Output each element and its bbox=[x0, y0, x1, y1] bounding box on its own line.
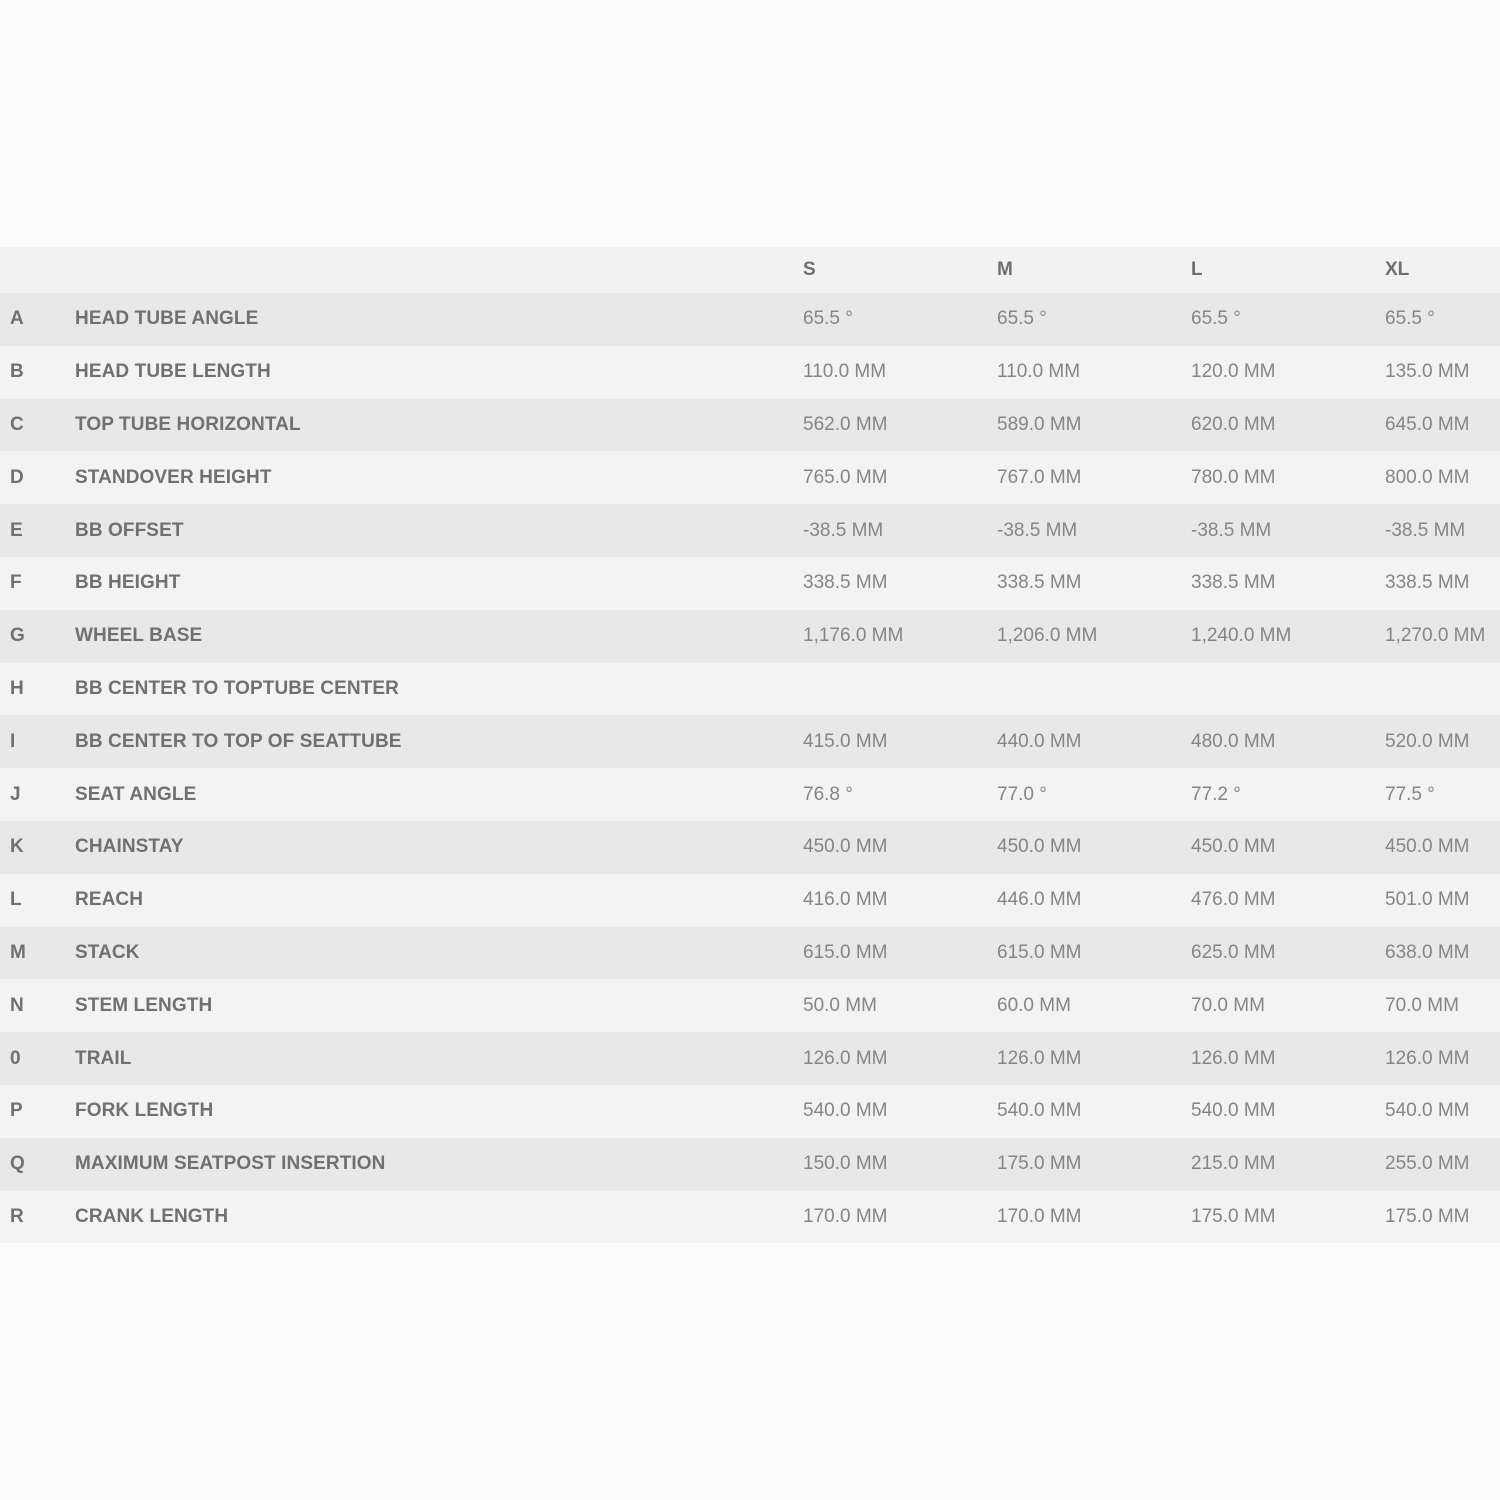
row-measurement-name: STANDOVER HEIGHT bbox=[75, 466, 272, 488]
value-cell-m: 540.0 MM bbox=[997, 1100, 1082, 1122]
value-cell-m: 767.0 MM bbox=[997, 466, 1082, 488]
value-cell-s: 65.5 ° bbox=[803, 308, 853, 330]
value-cell-m: 1,206.0 MM bbox=[997, 625, 1098, 647]
table-row bbox=[0, 663, 1500, 716]
value-cell-xl: 1,270.0 MM bbox=[1385, 625, 1486, 647]
row-measurement-name: FORK LENGTH bbox=[75, 1100, 214, 1122]
row-measurement-name: BB OFFSET bbox=[75, 519, 184, 541]
row-measurement-name: TOP TUBE HORIZONTAL bbox=[75, 413, 301, 435]
value-cell-l: 625.0 MM bbox=[1191, 941, 1276, 963]
value-cell-s: 540.0 MM bbox=[803, 1100, 888, 1122]
table-row bbox=[0, 927, 1500, 980]
value-cell-l: 620.0 MM bbox=[1191, 413, 1276, 435]
value-cell-l: 65.5 ° bbox=[1191, 308, 1241, 330]
row-letter: D bbox=[10, 466, 24, 488]
table-row bbox=[0, 821, 1500, 874]
value-cell-xl: 540.0 MM bbox=[1385, 1100, 1470, 1122]
value-cell-xl: 255.0 MM bbox=[1385, 1153, 1470, 1175]
row-letter: C bbox=[10, 413, 24, 435]
row-letter: R bbox=[10, 1205, 24, 1227]
table-row bbox=[0, 504, 1500, 557]
size-header-s: S bbox=[803, 259, 816, 280]
value-cell-m: 175.0 MM bbox=[997, 1153, 1082, 1175]
value-cell-s: -38.5 MM bbox=[803, 519, 884, 541]
geometry-table bbox=[0, 247, 1500, 1243]
value-cell-l: 480.0 MM bbox=[1191, 730, 1276, 752]
row-measurement-name: TRAIL bbox=[75, 1047, 132, 1069]
table-row bbox=[0, 346, 1500, 399]
table-header-row bbox=[0, 247, 1500, 293]
table-row bbox=[0, 293, 1500, 346]
row-letter: B bbox=[10, 361, 24, 383]
value-cell-m: 450.0 MM bbox=[997, 836, 1082, 858]
value-cell-l: 540.0 MM bbox=[1191, 1100, 1276, 1122]
row-measurement-name: CRANK LENGTH bbox=[75, 1205, 229, 1227]
value-cell-l: 338.5 MM bbox=[1191, 572, 1276, 594]
row-measurement-name: MAXIMUM SEATPOST INSERTION bbox=[75, 1153, 386, 1175]
value-cell-m: 338.5 MM bbox=[997, 572, 1082, 594]
row-letter: H bbox=[10, 677, 24, 699]
value-cell-s bbox=[803, 663, 997, 716]
value-cell-l bbox=[1191, 663, 1385, 716]
value-cell-m: 446.0 MM bbox=[997, 889, 1082, 911]
table-row bbox=[0, 979, 1500, 1032]
value-cell-l: 476.0 MM bbox=[1191, 889, 1276, 911]
value-cell-m: 126.0 MM bbox=[997, 1047, 1082, 1069]
value-cell-xl: 77.5 ° bbox=[1385, 783, 1435, 805]
row-letter: N bbox=[10, 994, 24, 1016]
row-measurement-name: SEAT ANGLE bbox=[75, 783, 197, 805]
value-cell-xl: 800.0 MM bbox=[1385, 466, 1470, 488]
value-cell-m: 60.0 MM bbox=[997, 994, 1071, 1016]
value-cell-xl: -38.5 MM bbox=[1385, 519, 1466, 541]
value-cell-s: 415.0 MM bbox=[803, 730, 888, 752]
value-cell-l: 70.0 MM bbox=[1191, 994, 1265, 1016]
value-cell-l: 780.0 MM bbox=[1191, 466, 1276, 488]
row-measurement-name: BB HEIGHT bbox=[75, 572, 181, 594]
value-cell-m: 110.0 MM bbox=[997, 361, 1081, 383]
row-measurement-name: CHAINSTAY bbox=[75, 836, 184, 858]
table-row bbox=[0, 451, 1500, 504]
value-cell-xl: 70.0 MM bbox=[1385, 994, 1459, 1016]
row-letter: G bbox=[10, 625, 25, 647]
value-cell-l: 1,240.0 MM bbox=[1191, 625, 1292, 647]
value-cell-xl: 501.0 MM bbox=[1385, 889, 1470, 911]
value-cell-s: 338.5 MM bbox=[803, 572, 888, 594]
row-letter: J bbox=[10, 783, 21, 805]
header-name-cell bbox=[75, 247, 803, 293]
header-letter-cell bbox=[0, 247, 75, 293]
row-letter: I bbox=[10, 730, 16, 752]
row-measurement-name: HEAD TUBE ANGLE bbox=[75, 308, 259, 330]
value-cell-s: 170.0 MM bbox=[803, 1205, 888, 1227]
value-cell-m: 65.5 ° bbox=[997, 308, 1047, 330]
row-measurement-name: HEAD TUBE LENGTH bbox=[75, 361, 271, 383]
table-row bbox=[0, 557, 1500, 610]
value-cell-xl: 65.5 ° bbox=[1385, 308, 1435, 330]
value-cell-s: 416.0 MM bbox=[803, 889, 888, 911]
value-cell-s: 126.0 MM bbox=[803, 1047, 888, 1069]
value-cell-xl: 520.0 MM bbox=[1385, 730, 1470, 752]
size-header-l: L bbox=[1191, 259, 1203, 280]
value-cell-xl: 175.0 MM bbox=[1385, 1205, 1470, 1227]
value-cell-l: -38.5 MM bbox=[1191, 519, 1272, 541]
size-header-m: M bbox=[997, 259, 1013, 280]
table-row bbox=[0, 610, 1500, 663]
value-cell-xl: 645.0 MM bbox=[1385, 413, 1470, 435]
value-cell-xl: 126.0 MM bbox=[1385, 1047, 1470, 1069]
row-letter: F bbox=[10, 572, 22, 594]
value-cell-m: 440.0 MM bbox=[997, 730, 1082, 752]
row-letter: A bbox=[10, 308, 24, 330]
row-measurement-name: WHEEL BASE bbox=[75, 625, 203, 647]
row-letter: 0 bbox=[10, 1047, 21, 1069]
value-cell-m: 589.0 MM bbox=[997, 413, 1082, 435]
value-cell-s: 1,176.0 MM bbox=[803, 625, 904, 647]
value-cell-s: 150.0 MM bbox=[803, 1153, 888, 1175]
row-letter: L bbox=[10, 889, 22, 911]
value-cell-s: 765.0 MM bbox=[803, 466, 888, 488]
table-row bbox=[0, 1138, 1500, 1191]
row-measurement-name: REACH bbox=[75, 889, 144, 911]
value-cell-m: -38.5 MM bbox=[997, 519, 1078, 541]
value-cell-m: 77.0 ° bbox=[997, 783, 1047, 805]
value-cell-s: 110.0 MM bbox=[803, 361, 887, 383]
row-letter: E bbox=[10, 519, 23, 541]
value-cell-xl: 638.0 MM bbox=[1385, 941, 1470, 963]
value-cell-xl bbox=[1385, 663, 1500, 716]
row-letter: Q bbox=[10, 1153, 25, 1175]
value-cell-s: 562.0 MM bbox=[803, 413, 888, 435]
table-body bbox=[0, 293, 1500, 1243]
value-cell-s: 615.0 MM bbox=[803, 941, 888, 963]
table-row bbox=[0, 874, 1500, 927]
value-cell-xl: 338.5 MM bbox=[1385, 572, 1470, 594]
value-cell-s: 76.8 ° bbox=[803, 783, 853, 805]
size-header-xl: XL bbox=[1385, 259, 1410, 280]
value-cell-l: 77.2 ° bbox=[1191, 783, 1241, 805]
table-row bbox=[0, 1085, 1500, 1138]
value-cell-m: 170.0 MM bbox=[997, 1205, 1082, 1227]
value-cell-xl: 135.0 MM bbox=[1385, 361, 1470, 383]
value-cell-s: 50.0 MM bbox=[803, 994, 877, 1016]
row-measurement-name: STEM LENGTH bbox=[75, 994, 213, 1016]
value-cell-l: 175.0 MM bbox=[1191, 1205, 1276, 1227]
row-measurement-name: BB CENTER TO TOP OF SEATTUBE bbox=[75, 730, 402, 752]
row-measurement-name: STACK bbox=[75, 941, 140, 963]
row-measurement-name: BB CENTER TO TOPTUBE CENTER bbox=[75, 677, 399, 699]
row-letter: K bbox=[10, 836, 24, 858]
row-letter: P bbox=[10, 1100, 23, 1122]
table-row bbox=[0, 1191, 1500, 1244]
value-cell-l: 450.0 MM bbox=[1191, 836, 1276, 858]
table-row bbox=[0, 715, 1500, 768]
value-cell-m bbox=[997, 663, 1191, 716]
table-row bbox=[0, 768, 1500, 821]
row-letter: M bbox=[10, 941, 26, 963]
table-row bbox=[0, 399, 1500, 452]
value-cell-m: 615.0 MM bbox=[997, 941, 1082, 963]
value-cell-xl: 450.0 MM bbox=[1385, 836, 1470, 858]
value-cell-s: 450.0 MM bbox=[803, 836, 888, 858]
table-row bbox=[0, 1032, 1500, 1085]
value-cell-l: 120.0 MM bbox=[1191, 361, 1276, 383]
value-cell-l: 126.0 MM bbox=[1191, 1047, 1276, 1069]
value-cell-l: 215.0 MM bbox=[1191, 1153, 1276, 1175]
